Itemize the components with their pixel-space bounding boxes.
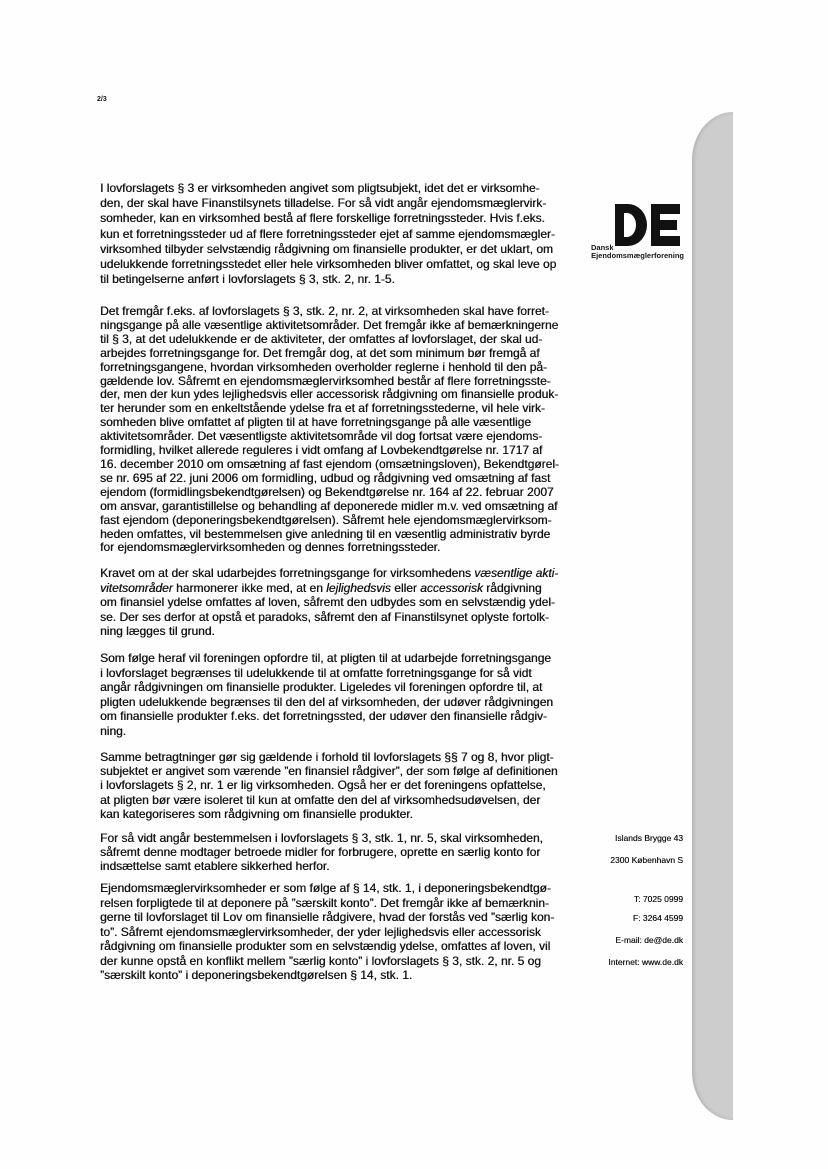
text-line: fast ejendom (deponeringsbekendtgørelsen). Såfremt hele ejendomsmæglervirksom- bbox=[100, 512, 552, 527]
emphasized-text: accessorisk bbox=[420, 580, 483, 595]
text-line: gerne til lovforslaget til Lov om finansielle rådgivere, hvad der forstås ved ”særlig kon- bbox=[100, 910, 555, 924]
de-logo-icon bbox=[615, 204, 681, 246]
side-bar-decoration bbox=[692, 112, 733, 1120]
contact-email: E-mail: de@de.dk bbox=[615, 935, 683, 945]
emphasized-text: lejlighedsvis bbox=[326, 580, 391, 595]
text-line: til betingelserne anført i lovforslagets § 3, stk. 2, nr. 1-5. bbox=[100, 272, 395, 287]
text-line: I lovforslagets § 3 er virksomheden angivet som pligtsubjekt, idet det er virksomhe- bbox=[100, 181, 540, 195]
text-line: somheder, kan en virksomhed bestå af flere forskellige forretningssteder. Hvis f.eks. bbox=[100, 211, 545, 226]
text-line: ejendom (formidlingsbekendtgørelsen) og Bekendtgørelse nr. 164 af 22. februar 2007 bbox=[100, 484, 554, 499]
text-segment: eller bbox=[390, 580, 421, 595]
text-line: forretningsgangene, hvordan virksomheden overholder reglerne i henhold til den på- bbox=[100, 359, 547, 374]
text-line: se nr. 695 af 22. juni 2006 om formidling, udbud og rådgivning ved omsætning af fast bbox=[100, 470, 551, 485]
emphasized-text: vitetsområder bbox=[100, 580, 173, 595]
text-line: 16. december 2010 om omsætning af fast ejendom (omsætningsloven), Bekendtgørel- bbox=[100, 456, 559, 471]
contact-address-street: Islands Brygge 43 bbox=[614, 833, 683, 843]
text-line: udelukkende forretningsstedet eller hele virksomheden bliver omfattet, og skal leve op bbox=[100, 257, 557, 272]
text-line: kun et forretningssteder ud af flere forretningssteder ejet af samme ejendomsmægler- bbox=[100, 226, 555, 241]
text-line: pligten udelukkende begrænses til den del af virksomheden, der udøver rådgivningen bbox=[100, 694, 553, 709]
text-line: Samme betragtninger gør sig gældende i forhold til lovforslagets §§ 7 og 8, hvor pligt- bbox=[100, 750, 554, 764]
text-line: den, der skal have Finanstilsynets tilladelse. For så vidt angår ejendomsmæglervirk- bbox=[100, 196, 547, 211]
text-line: arbejdes forretningsgange for. Det fremgår dog, at det som minimum bør fremgå af bbox=[100, 345, 540, 360]
text-line: se. Der ses derfor at opstå et paradoks, såfremt den af Finanstilsynet oplyste fortolk- bbox=[100, 609, 549, 624]
text-line: relsen forpligtede til at deponere på ”særskilt konto”. Det fremgår ikke af bemærknin- bbox=[100, 895, 549, 910]
text-segment: Kravet om at der skal udarbejdes forretningsgange for virksomhedens bbox=[100, 566, 475, 580]
text-line: Som følge heraf vil foreningen opfordre til, at pligten til at udarbejde forretningsgange bbox=[100, 651, 551, 665]
text-line: Det fremgår f.eks. af lovforslagets § 3, stk. 2, nr. 2, at virksomheden skal have forret- bbox=[100, 304, 549, 318]
paragraph-5 bbox=[100, 750, 558, 821]
paragraph-2 bbox=[100, 305, 559, 555]
contact-website: Internet: www.de.dk bbox=[608, 957, 683, 967]
text-line: om ansvar, garantistillelse og behandling af deponerede midler m.v. ved omsætning af bbox=[100, 498, 558, 513]
text-line: at pligten bør være isoleret til kun at omfatte den del af virksomhedsudøvelsen, der bbox=[100, 792, 541, 807]
text-segment: harmonerer ikke med, at en bbox=[172, 580, 327, 595]
text-line: virksomhed tilbyder selvstændig rådgivning om finansielle produkter, er det uklart, om bbox=[100, 241, 553, 256]
text-line: gældende lov. Såfremt en ejendomsmæglervirksomhed består af flere forretningsste- bbox=[100, 373, 551, 388]
paragraph-4 bbox=[100, 651, 553, 739]
text-line: ning lægges til grund. bbox=[100, 624, 215, 639]
text-line: såfremt denne modtager betroede midler for forbrugere, oprette en særlig konto for bbox=[100, 845, 541, 860]
contact-address-city: 2300 København S bbox=[610, 855, 683, 865]
text-line: aktivitetsområder. Det væsentligste aktivitetsområde vil dog fortsat være ejendoms- bbox=[100, 429, 543, 444]
paragraph-3 bbox=[100, 566, 558, 639]
logo-text-dansk: Dansk bbox=[591, 243, 614, 252]
text-line: om finansielle produkter f.eks. det forretningssted, der udøver den finansielle rådgiv- bbox=[100, 709, 547, 724]
text-segment: rådgivning bbox=[482, 580, 542, 595]
paragraph-7 bbox=[100, 881, 554, 983]
text-line: i lovforslagets § 2, nr. 1 er lig virksomheden. Også her er det foreningens opfattelse, bbox=[100, 778, 546, 793]
contact-phone: T: 7025 0999 bbox=[633, 894, 683, 904]
text-line: i lovforslaget begrænses til udelukkende til at omfatte forretningsgange for så vidt bbox=[100, 665, 532, 680]
text-line: angår rådgivningen om finansielle produkter. Ligeledes vil foreningen opfordre til, at bbox=[100, 680, 543, 695]
text-line: ningsgange på alle væsentlige aktivitetsområder. Det fremgår ikke af bemærkningerne bbox=[100, 317, 559, 332]
paragraph-6 bbox=[100, 831, 543, 874]
page-number: 2/3 bbox=[97, 96, 107, 103]
text-line: ning. bbox=[100, 723, 127, 738]
text-line bbox=[100, 581, 558, 596]
contact-fax: F: 3264 4599 bbox=[632, 913, 683, 923]
emphasized-text: væsentlige akti- bbox=[474, 566, 559, 580]
text-line: til § 3, at det udelukkende er de aktiviteter, der omfattes af lovforslaget, der skal ud- bbox=[100, 331, 543, 346]
text-line: For så vidt angår bestemmelsen i lovforslagets § 3, stk. 1, nr. 5, skal virksomheden, bbox=[100, 831, 543, 845]
text-line: to”. Såfremt ejendomsmæglervirksomheder, der yder lejlighedsvis eller accessorisk bbox=[100, 924, 541, 939]
text-line: indsættelse samt etablere sikkerhed herfor. bbox=[100, 859, 330, 874]
paragraph-1 bbox=[100, 181, 556, 287]
text-line: somheden blive omfattet af pligten til at have forretningsgange på alle væsentlige bbox=[100, 415, 531, 430]
text-line: der kunne opstå en konflikt mellem ”særlig konto” i lovforslagets § 3, stk. 2, nr. 5 og bbox=[100, 953, 541, 968]
text-line: ”særskilt konto” i deponeringsbekendtgørelsen § 14, stk. 1. bbox=[100, 968, 413, 982]
text-line: rådgivning om finansielle produkter som en selvstændig ydelse, omfattes af loven, vil bbox=[100, 939, 551, 953]
logo-text-association: Ejendomsmæglerforening bbox=[591, 251, 684, 260]
text-line: Ejendomsmæglervirksomheder er som følge af § 14, stk. 1, i deponeringsbekendtgø- bbox=[100, 881, 551, 895]
text-line: kan kategoriseres som rådgivning om finansielle produkter. bbox=[100, 806, 413, 821]
text-line: ter herunder som en enkeltstående ydelse fra et af forretningsstederne, vil hele virk- bbox=[100, 401, 545, 416]
text-line: om finansiel ydelse omfattes af loven, såfremt den udbydes som en selvstændig ydel- bbox=[100, 595, 555, 610]
text-line: der, men der kun ydes lejlighedsvis eller accessorisk rådgivning om finansielle produk- bbox=[100, 387, 559, 402]
text-line: subjektet er angivet som værende ”en finansiel rådgiver”, der som følge af definitionen bbox=[100, 764, 558, 779]
text-line: formidling, hvilket allerede reguleres i vidt omfang af Lovbekendtgørelse nr. 1717 af bbox=[100, 443, 543, 458]
text-line bbox=[100, 566, 558, 581]
text-line: heden omfattes, vil bestemmelsen give anledning til en væsentlig administrativ byrde bbox=[100, 526, 551, 541]
text-line: for ejendomsmæglervirksomheden og dennes forretningssteder. bbox=[100, 540, 441, 555]
